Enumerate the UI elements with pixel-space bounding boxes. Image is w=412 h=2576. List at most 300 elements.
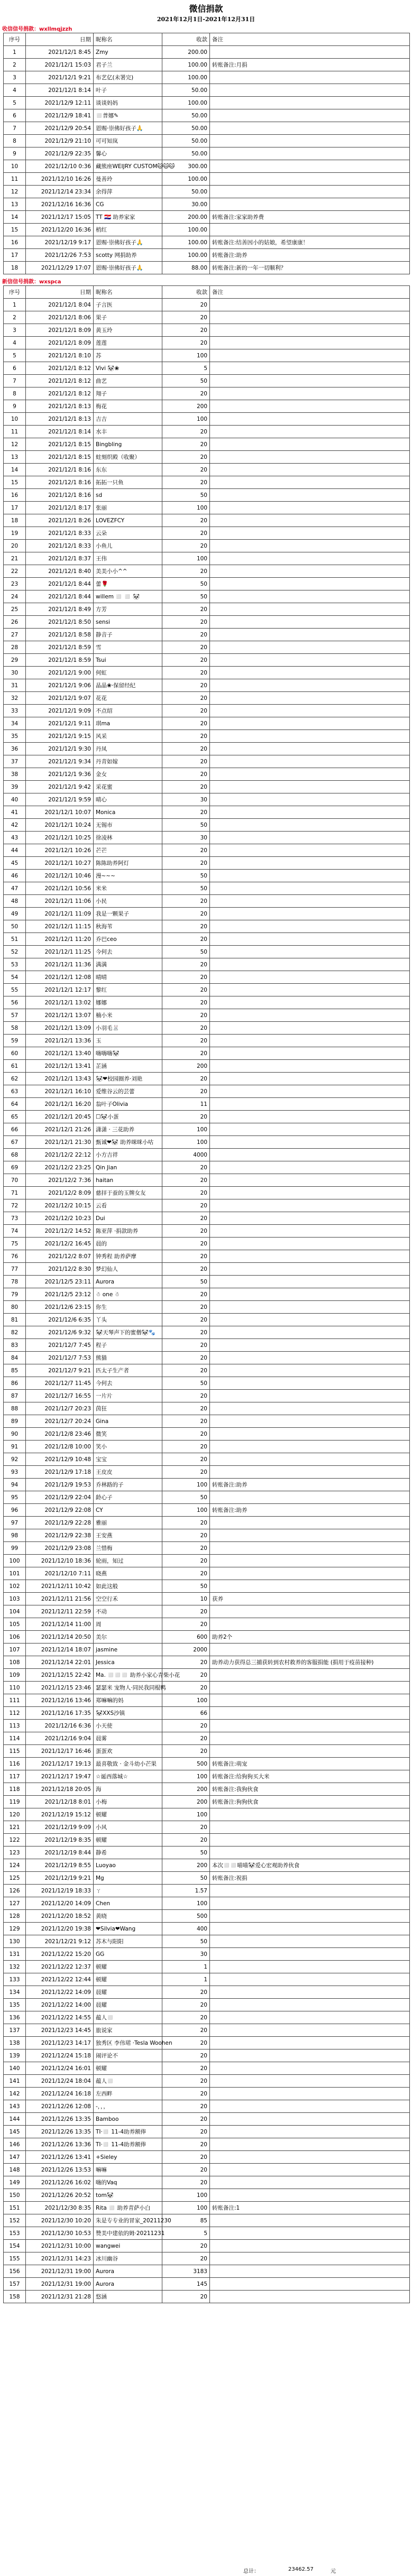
cell-note <box>210 1453 410 1466</box>
cell-amount: 20 <box>162 2252 210 2265</box>
table-row <box>4 844 410 857</box>
cell-date: 2021/12/30 10:53 <box>26 2227 94 2240</box>
cell-no: 158 <box>4 2291 26 2303</box>
cell-amount: 50 <box>162 1276 210 1288</box>
cell-amount: 100 <box>162 349 210 362</box>
table-row <box>4 1529 410 1542</box>
cell-no: 71 <box>4 1187 26 1199</box>
cell-date: 2021/12/17 16:46 <box>26 1745 94 1758</box>
cell-note <box>210 71 410 84</box>
cell-amount: 50 <box>162 946 210 958</box>
cell-date: 2021/12/24 15:18 <box>26 2049 94 2062</box>
table-row <box>4 109 410 122</box>
table-row <box>4 160 410 173</box>
cell-no: 145 <box>4 2126 26 2138</box>
cell-name: 水丰 <box>94 426 162 438</box>
cell-name: 吉吉 <box>94 413 162 426</box>
cell-note <box>210 1682 410 1694</box>
cell-name: 琪ma <box>94 717 162 730</box>
cell-date: 2021/12/1 13:41 <box>26 1060 94 1073</box>
cell-note <box>210 1199 410 1212</box>
table-row <box>4 249 410 262</box>
cell-note <box>210 1821 410 1834</box>
cell-name: +Sieley <box>94 2151 162 2164</box>
cell-amount: 20 <box>162 755 210 768</box>
table-row <box>4 1238 410 1250</box>
cell-amount: 20 <box>162 1415 210 1428</box>
cell-date: 2021/12/2 7:36 <box>26 1174 94 1187</box>
cell-no: 39 <box>4 781 26 793</box>
cell-amount: 30 <box>162 1948 210 1961</box>
cell-name: 蕴人◻️ <box>94 2075 162 2088</box>
cell-note <box>210 1060 410 1073</box>
table-row <box>4 1111 410 1123</box>
cell-amount: 20 <box>162 1618 210 1631</box>
cell-name: Aurora <box>94 2265 162 2278</box>
cell-date: 2021/12/9 23:08 <box>26 1542 94 1555</box>
cell-date: 2021/12/1 13:07 <box>26 1009 94 1022</box>
cell-amount: 20 <box>162 1428 210 1441</box>
table-row <box>4 679 410 692</box>
cell-date: 2021/12/21 9:12 <box>26 1935 94 1948</box>
cell-name: wangwei <box>94 2240 162 2252</box>
cell-name: 乔林路的子 <box>94 1479 162 1491</box>
cell-date: 2021/12/19 9:21 <box>26 1872 94 1885</box>
cell-note <box>210 616 410 629</box>
cell-amount: 20 <box>162 1555 210 1567</box>
table-row <box>4 84 410 97</box>
cell-name: Gina <box>94 1415 162 1428</box>
cell-note <box>210 135 410 147</box>
cell-amount: 20 <box>162 1288 210 1301</box>
cell-amount: 20 <box>162 1732 210 1745</box>
cell-amount: 20 <box>162 1111 210 1123</box>
cell-name: 宝宝 <box>94 1453 162 1466</box>
table-row <box>4 984 410 996</box>
cell-note <box>210 224 410 236</box>
cell-name: 拓拓一只鱼 <box>94 476 162 489</box>
cell-date: 2021/12/26 20:52 <box>26 2189 94 2202</box>
cell-note <box>210 920 410 933</box>
cell-date: 2021/12/22 14:55 <box>26 2011 94 2024</box>
cell-note <box>210 1352 410 1364</box>
cell-no: 41 <box>4 806 26 819</box>
cell-note <box>210 502 410 514</box>
table-row <box>4 2164 410 2176</box>
table-row <box>4 1859 410 1872</box>
cell-date: 2021/12/8 23:46 <box>26 1428 94 1441</box>
cell-no: 3 <box>4 71 26 84</box>
table-row <box>4 2265 410 2278</box>
cell-note <box>210 1364 410 1377</box>
cell-no: 29 <box>4 654 26 667</box>
cell-note: 转账备注:祝捐 <box>210 1872 410 1885</box>
cell-no: 94 <box>4 1479 26 1491</box>
cell-amount: 20 <box>162 908 210 920</box>
cell-amount: 20 <box>162 920 210 933</box>
cell-no: 51 <box>4 933 26 946</box>
cell-name: Chen <box>94 1897 162 1910</box>
cell-date: 2021/12/19 8:44 <box>26 1846 94 1859</box>
cell-date: 2021/12/22 14:00 <box>26 1999 94 2011</box>
cell-name: 晶晶❀·保留经纪 <box>94 679 162 692</box>
cell-date: 2021/12/8 10:00 <box>26 1441 94 1453</box>
table-row <box>4 438 410 451</box>
cell-note <box>210 946 410 958</box>
cell-note <box>210 1529 410 1542</box>
cell-date: 2021/12/1 9:11 <box>26 717 94 730</box>
cell-name: 满满 <box>94 958 162 971</box>
cell-date: 2021/12/20 14:09 <box>26 1897 94 1910</box>
cell-no: 61 <box>4 1060 26 1073</box>
cell-date: 2021/12/1 10:07 <box>26 806 94 819</box>
cell-note <box>210 1314 410 1326</box>
cell-no: 54 <box>4 971 26 984</box>
cell-amount: 20 <box>162 1314 210 1326</box>
cell-name: 恩赐·崇佛好孩子🙏 <box>94 236 162 249</box>
cell-date: 2021/12/31 19:00 <box>26 2278 94 2291</box>
table-row <box>4 1441 410 1453</box>
cell-amount: 20 <box>162 337 210 349</box>
cell-amount: 20 <box>162 1441 210 1453</box>
cell-amount: 20 <box>162 1187 210 1199</box>
table-row <box>4 1758 410 1770</box>
cell-name: 丹凤 <box>94 743 162 755</box>
cell-name: 丹青如嫁 <box>94 755 162 768</box>
cell-note <box>210 464 410 476</box>
cell-note <box>210 426 410 438</box>
cell-note <box>210 387 410 400</box>
cell-note <box>210 552 410 565</box>
cell-date: 2021/12/17 19:13 <box>26 1758 94 1770</box>
cell-amount: 3183 <box>162 2265 210 2278</box>
cell-amount: 20 <box>162 1174 210 1187</box>
cell-name: 恩赐·崇佛好孩子🙏 <box>94 262 162 274</box>
cell-name: 蛀刻织殿（收聚） <box>94 451 162 464</box>
cell-name: 晨耀 <box>94 1999 162 2011</box>
cell-amount: 400 <box>162 1923 210 1935</box>
cell-name: 如此这般 <box>94 1580 162 1593</box>
cell-note <box>210 1390 410 1402</box>
cell-name: 王皮皮 <box>94 1466 162 1479</box>
cell-no: 120 <box>4 1808 26 1821</box>
column-header: 备注 <box>210 286 410 299</box>
cell-no: 139 <box>4 2049 26 2062</box>
cell-date: 2021/12/1 9:15 <box>26 730 94 743</box>
table-row <box>4 2126 410 2138</box>
cell-amount: 30 <box>162 832 210 844</box>
cell-name: scotty 网捐助养 <box>94 249 162 262</box>
cell-no: 15 <box>4 476 26 489</box>
cell-amount: 20 <box>162 603 210 616</box>
cell-date: 2021/12/26 13:36 <box>26 2138 94 2151</box>
cell-name: 采花蜜 <box>94 781 162 793</box>
cell-no: 44 <box>4 844 26 857</box>
cell-note <box>210 324 410 337</box>
cell-name: 张丽 <box>94 502 162 514</box>
cell-date: 2021/12/19 8:35 <box>26 1834 94 1846</box>
table-row <box>4 1580 410 1593</box>
cell-no: 34 <box>4 717 26 730</box>
cell-name: 甄诚❤🐼 助养咪咪小咕 <box>94 1136 162 1149</box>
table-header-row <box>4 33 410 46</box>
cell-note <box>210 1935 410 1948</box>
cell-no: 72 <box>4 1199 26 1212</box>
cell-name: 左西畔 <box>94 2088 162 2100</box>
cell-name: Aurora <box>94 1276 162 1288</box>
cell-date: 2021/12/16 6:36 <box>26 1720 94 1732</box>
cell-note <box>210 793 410 806</box>
cell-no: 16 <box>4 489 26 502</box>
cell-name: jasmine <box>94 1644 162 1656</box>
cell-date: 2021/12/15 23:46 <box>26 1682 94 1694</box>
total-value: 23462.57 <box>288 2566 314 2572</box>
cell-no: 78 <box>4 1276 26 1288</box>
cell-name: 朱是专专业的冒家_20211230 <box>94 2214 162 2227</box>
cell-no: 129 <box>4 1923 26 1935</box>
cell-date: 2021/12/7 7:53 <box>26 1352 94 1364</box>
cell-name: 黄玉玲 <box>94 324 162 337</box>
cell-note <box>210 1669 410 1682</box>
cell-no: 11 <box>4 173 26 186</box>
cell-name: 程子 <box>94 1339 162 1352</box>
cell-amount: 200.00 <box>162 211 210 224</box>
cell-note <box>210 1250 410 1263</box>
table-row <box>4 1250 410 1263</box>
table-row <box>4 996 410 1009</box>
cell-no: 82 <box>4 1326 26 1339</box>
cell-amount: 50 <box>162 590 210 603</box>
cell-name: 楠小米 <box>94 1009 162 1022</box>
cell-amount: 20 <box>162 311 210 324</box>
cell-date: 2021/12/2 8:07 <box>26 1250 94 1263</box>
cell-date: 2021/12/24 16:01 <box>26 2062 94 2075</box>
cell-amount: 20 <box>162 1199 210 1212</box>
cell-date: 2021/12/22 14:09 <box>26 1986 94 1999</box>
table-row <box>4 1567 410 1580</box>
cell-name: Monica <box>94 806 162 819</box>
cell-no: 38 <box>4 768 26 781</box>
table-row <box>4 387 410 400</box>
table-row <box>4 400 410 413</box>
cell-no: 27 <box>4 629 26 641</box>
cell-amount: 50.00 <box>162 186 210 198</box>
cell-name: 恩赐·崇佛好孩子🙏 <box>94 122 162 135</box>
cell-amount: 20 <box>162 2176 210 2189</box>
cell-amount: 11 <box>162 1098 210 1111</box>
table-row <box>4 147 410 160</box>
cell-name: sensi <box>94 616 162 629</box>
cell-name: 藏熊座WEIJRY CUSTOM🐱🐱🐱 <box>94 160 162 173</box>
cell-note <box>210 1238 410 1250</box>
table-row <box>4 933 410 946</box>
cell-amount: 20 <box>162 806 210 819</box>
cell-name: 云看 <box>94 1199 162 1212</box>
cell-amount: 20 <box>162 1567 210 1580</box>
cell-note <box>210 1885 410 1897</box>
cell-name: 小风 <box>94 1821 162 1834</box>
cell-note <box>210 186 410 198</box>
cell-note <box>210 173 410 186</box>
cell-date: 2021/12/1 8:49 <box>26 603 94 616</box>
cell-note <box>210 1377 410 1390</box>
cell-date: 2021/12/19 9:17 <box>26 236 94 249</box>
cell-amount: 500 <box>162 1910 210 1923</box>
cell-no: 79 <box>4 1288 26 1301</box>
cell-no: 57 <box>4 1009 26 1022</box>
cell-no: 24 <box>4 590 26 603</box>
cell-amount: 88.00 <box>162 262 210 274</box>
cell-note <box>210 2227 410 2240</box>
cell-amount: 20 <box>162 2075 210 2088</box>
table-row <box>4 1415 410 1428</box>
cell-date: 2021/12/1 16:10 <box>26 1085 94 1098</box>
cell-date: 2021/12/19 18:33 <box>26 1885 94 1897</box>
cell-note <box>210 692 410 705</box>
cell-no: 1 <box>4 46 26 59</box>
cell-name: Bingbling <box>94 438 162 451</box>
cell-name: 方芳 <box>94 603 162 616</box>
table-row <box>4 1352 410 1364</box>
cell-amount: 20 <box>162 1821 210 1834</box>
cell-name: 🐼天琴声下的蜜僧🐼🐾 <box>94 1326 162 1339</box>
cell-no: 53 <box>4 958 26 971</box>
cell-name: 丫头 <box>94 1314 162 1326</box>
cell-name: Vivi 🐼❀ <box>94 362 162 375</box>
cell-amount: 200 <box>162 1060 210 1073</box>
cell-no: 123 <box>4 1846 26 1859</box>
cell-name: willem ◻️ ◻️ 🐼 <box>94 590 162 603</box>
cell-date: 2021/12/5 23:11 <box>26 1276 94 1288</box>
cell-date: 2021/12/30 10:20 <box>26 2214 94 2227</box>
cell-no: 99 <box>4 1542 26 1555</box>
cell-amount: 20 <box>162 1009 210 1022</box>
cell-name: 海 <box>94 1783 162 1796</box>
cell-amount: 20 <box>162 299 210 311</box>
cell-note <box>210 996 410 1009</box>
table-row <box>4 1872 410 1885</box>
table-row <box>4 413 410 426</box>
cell-date: 2021/12/1 11:36 <box>26 958 94 971</box>
cell-date: 2021/12/6 6:35 <box>26 1314 94 1326</box>
table-row <box>4 1542 410 1555</box>
cell-amount: 300.00 <box>162 160 210 173</box>
cell-no: 13 <box>4 451 26 464</box>
cell-date: 2021/12/1 9:30 <box>26 743 94 755</box>
cell-amount: 20 <box>162 426 210 438</box>
cell-amount: 100.00 <box>162 97 210 109</box>
cell-note <box>210 1111 410 1123</box>
column-header: 收款 <box>162 33 210 46</box>
cell-name: 今何去 <box>94 1377 162 1390</box>
cell-name: Mg <box>94 1872 162 1885</box>
cell-name: 子言医 <box>94 299 162 311</box>
cell-note <box>210 1301 410 1314</box>
cell-amount: 20 <box>162 1682 210 1694</box>
cell-date: 2021/12/1 8:58 <box>26 629 94 641</box>
cell-amount: 20 <box>162 1542 210 1555</box>
cell-date: 2021/12/31 21:28 <box>26 2291 94 2303</box>
cell-name: 静希 <box>94 1846 162 1859</box>
cell-note <box>210 1580 410 1593</box>
cell-note <box>210 717 410 730</box>
cell-date: 2021/12/1 8:16 <box>26 464 94 476</box>
cell-note: 转账备注:萌宠 <box>210 1758 410 1770</box>
cell-amount: 100 <box>162 1897 210 1910</box>
cell-note <box>210 476 410 489</box>
cell-note <box>210 2075 410 2088</box>
table-row <box>4 1783 410 1796</box>
cell-amount: 20 <box>162 2151 210 2164</box>
cell-no: 100 <box>4 1555 26 1567</box>
cell-note <box>210 400 410 413</box>
cell-note <box>210 1834 410 1846</box>
cell-amount: 100.00 <box>162 173 210 186</box>
cell-note: 获养 <box>210 1593 410 1605</box>
cell-amount: 100 <box>162 1770 210 1783</box>
cell-date: 2021/12/1 13:40 <box>26 1047 94 1060</box>
cell-name: ☐🐼小蛋 <box>94 1111 162 1123</box>
cell-date: 2021/12/1 11:09 <box>26 908 94 920</box>
table-row <box>4 1631 410 1644</box>
cell-date: 2021/12/1 8:50 <box>26 616 94 629</box>
table-row <box>4 2240 410 2252</box>
table-row <box>4 717 410 730</box>
cell-name: 小天使 <box>94 1720 162 1732</box>
cell-date: 2021/12/1 8:13 <box>26 413 94 426</box>
cell-note <box>210 730 410 743</box>
cell-name: 陈亚萍 ·捐款助养 <box>94 1225 162 1238</box>
cell-date: 2021/12/1 13:36 <box>26 1035 94 1047</box>
table-row <box>4 349 410 362</box>
table-row <box>4 2227 410 2240</box>
cell-note: 转账备注:助养 <box>210 1504 410 1517</box>
cell-date: 2021/12/9 22:38 <box>26 1529 94 1542</box>
cell-no: 42 <box>4 819 26 832</box>
cell-note <box>210 679 410 692</box>
cell-name: 美尔 <box>94 1631 162 1644</box>
table-row <box>4 1161 410 1174</box>
table-row <box>4 2202 410 2214</box>
table-row <box>4 1364 410 1377</box>
cell-name: 独秀区 李伟珺 ·Tesla Woohen <box>94 2037 162 2049</box>
cell-name: 熊猫 <box>94 1352 162 1364</box>
table-row <box>4 1808 410 1821</box>
table-row <box>4 1986 410 1999</box>
cell-no: 30 <box>4 667 26 679</box>
table-row <box>4 2176 410 2189</box>
table-row <box>4 2252 410 2265</box>
cell-no: 132 <box>4 1961 26 1973</box>
cell-no: 50 <box>4 920 26 933</box>
cell-no: 118 <box>4 1783 26 1796</box>
donation-table <box>3 33 410 274</box>
cell-no: 108 <box>4 1656 26 1669</box>
cell-note <box>210 1035 410 1047</box>
cell-amount: 20 <box>162 1986 210 1999</box>
cell-note <box>210 1441 410 1453</box>
cell-amount: 50 <box>162 1377 210 1390</box>
cell-amount: 20 <box>162 667 210 679</box>
cell-date: 2021/12/26 7:53 <box>26 249 94 262</box>
table-row <box>4 629 410 641</box>
cell-amount: 20 <box>162 1390 210 1402</box>
table-row <box>4 1402 410 1415</box>
cell-amount: 20 <box>162 1047 210 1060</box>
cell-amount: 20 <box>162 743 210 755</box>
cell-date: 2021/12/1 8:16 <box>26 476 94 489</box>
cell-no: 18 <box>4 262 26 274</box>
